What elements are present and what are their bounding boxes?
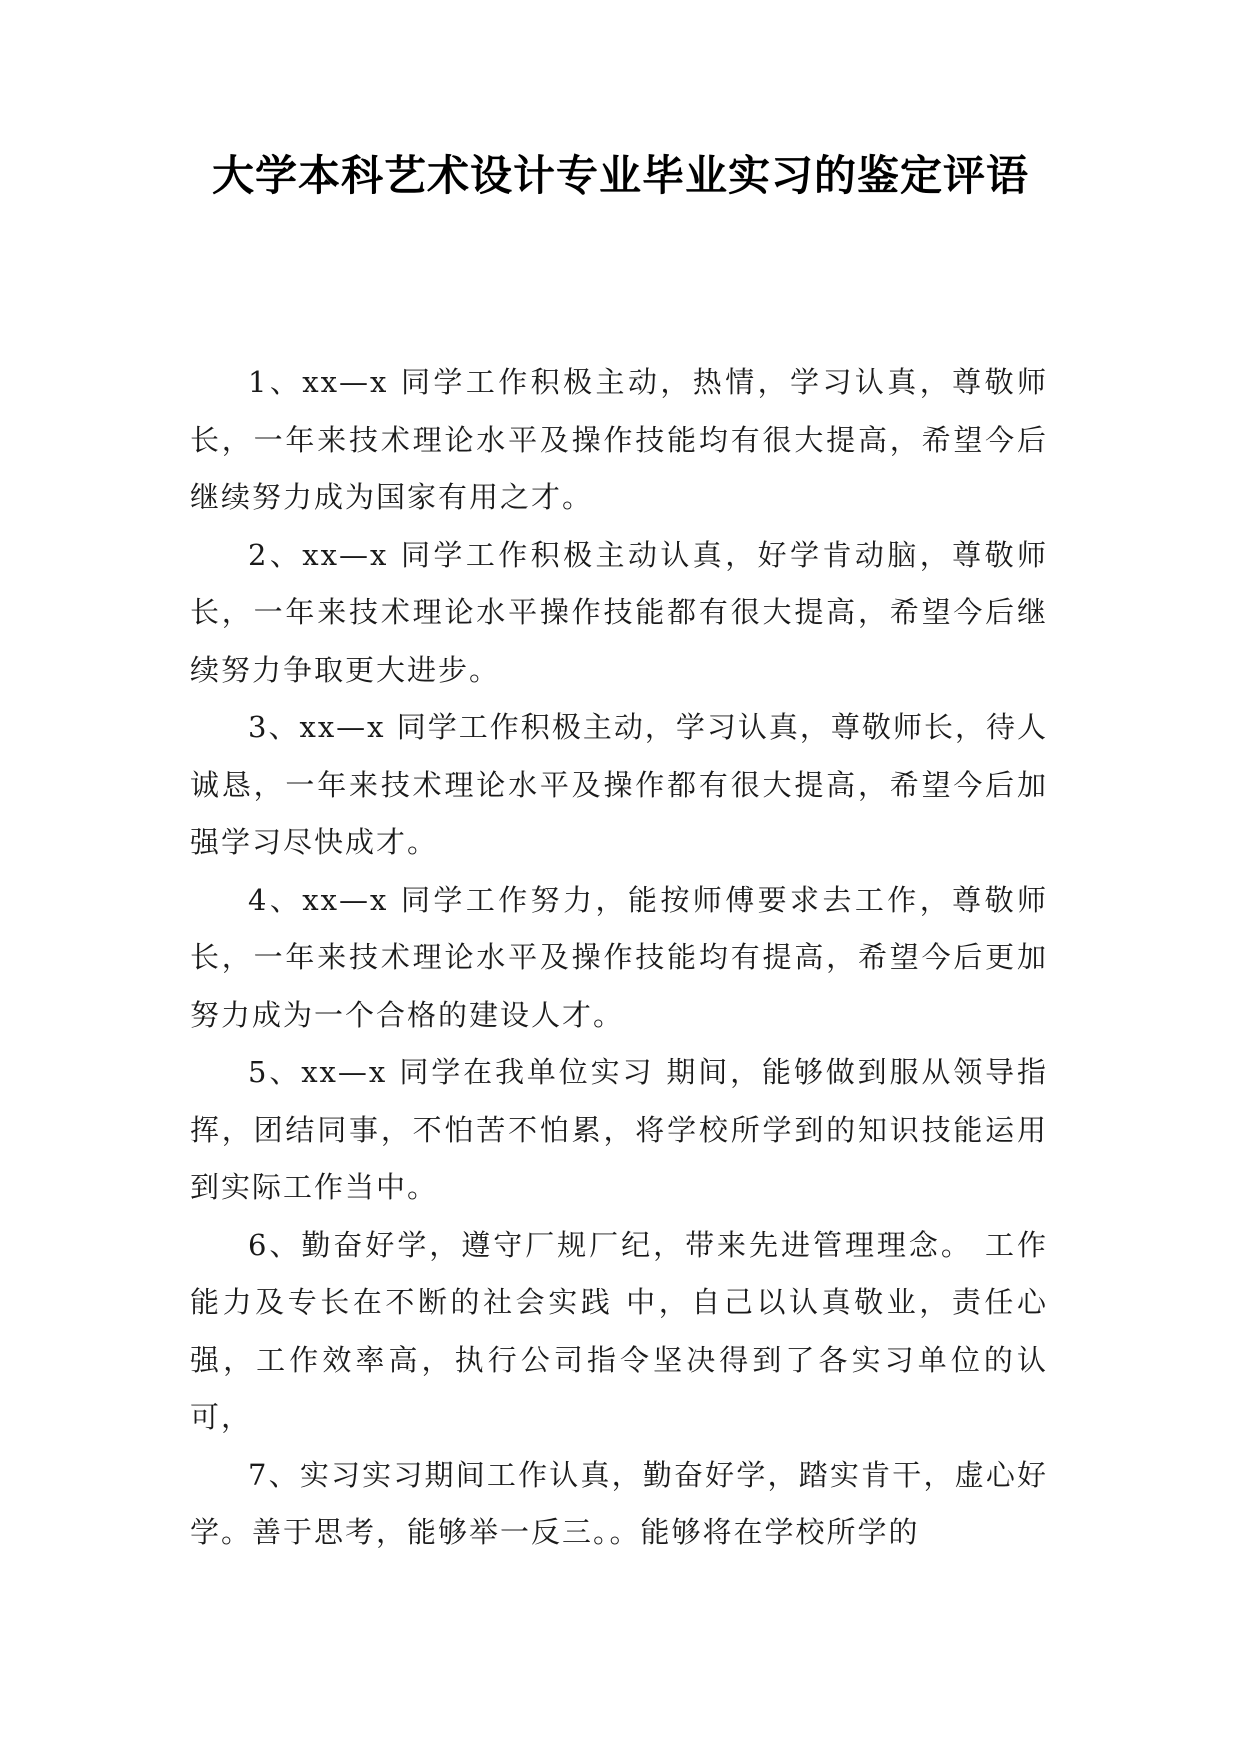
paragraph-5: 5、xx—x 同学在我单位实习 期间，能够做到服从领导指挥，团结同事，不怕苦不怕累，将学校所学到的知识技能运用到实际工作当中。 (190, 1055, 1048, 1204)
paragraph-3: 3、xx—x 同学工作积极主动，学习认真，尊敬师长，待人诚恳，一年来技术理论水平及操作都有很大提高，希望今后加强学习尽快成才。 (190, 710, 1048, 859)
paragraph-2: 2、xx—x 同学工作积极主动认真，好学肯动脑，尊敬师长，一年来技术理论水平操作技能都有很大提高，希望今后继续努力争取更大进步。 (190, 537, 1048, 687)
paragraph-6: 6、勤奋好学，遵守厂规厂纪，带来先进管理理念。 工作能力及专长在不断的社会实践 中，自己以认真敬业，责任心强，工作效率高，执行公司指令坚决得到了各实习单位的认可， (190, 1227, 1048, 1434)
document-body (190, 354, 1048, 1562)
paragraph-4: 4、xx—x 同学工作努力，能按师傅要求去工作，尊敬师长，一年来技术理论水平及操作技能均有提高，希望今后更加努力成为一个合格的建设人才。 (190, 882, 1048, 1032)
paragraph-7: 7、实习实习期间工作认真，勤奋好学，踏实肯干，虚心好学。善于思考，能够举一反三。。能够将在学校所学的 (190, 1457, 1048, 1549)
paragraph-1: 1、xx—x 同学工作积极主动，热情，学习认真，尊敬师长，一年来技术理论水平及操作技能均有很大提高，希望今后继续努力成为国家有用之才。 (190, 365, 1048, 514)
document-title: 大学本科艺术设计专业毕业实习的鉴定评语 (211, 151, 1029, 200)
